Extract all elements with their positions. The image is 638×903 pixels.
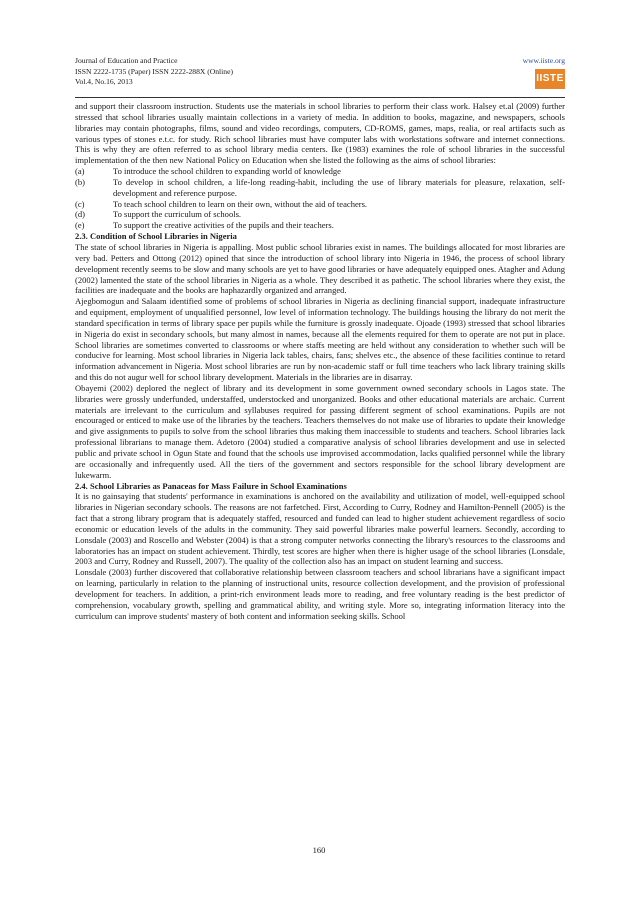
list-item: [75, 199, 565, 210]
list-item-text: To develop in school children, a life-long reading-habit, including the use of library materials for pleasure, relaxation, self-development and reference purpose.: [113, 176, 565, 198]
journal-issn: ISSN 2222-1735 (Paper) ISSN 2222-288X (Online): [75, 66, 233, 76]
paragraph: The state of school libraries in Nigeria is appalling. Most public school libraries exist in names. The buildings allocated for most libraries are very bad. Petters and Ottong (2012) opined that since the introduction of school library into Nigeria in 1946, the process of school library development recently seems to be slow and many schools are yet to have good libraries or have adequately equipped ones. Atagher and Adung (2002) lamented the state of the school libraries in Nigeria as a whole. They described it as pathetic. The school libraries where they exist, the facilities are inadequate and the books are haphazardly organized and arranged.: [75, 241, 565, 296]
iiste-logo: IISTE: [535, 69, 565, 89]
list-item-label: (a): [75, 166, 85, 177]
journal-url-link[interactable]: www.iiste.org: [522, 56, 565, 65]
paragraph: Lonsdale (2003) further discovered that collaborative relationship between classroom teachers and school librarians have a significant impact on learning, particularly in relation to the planning of instructional units, resource collection development, and the provision of professional development for teachers. In addition, a print-rich environment leads more to reading, and free voluntary reading is the best predictor of comprehension, vocabulary growth, spelling and grammatical ability, and writing style. More so, integrating information literacy into the curriculum can improve students' mastery of both content and information seeking skills. School: [75, 567, 565, 621]
journal-header: [75, 56, 565, 88]
article-body: [75, 101, 565, 622]
paragraph: Obayemi (2002) deplored the neglect of library and its development in some government owned secondary schools in Lagos state. The libraries were grossly underfunded, understaffed, understocked and unorganized. Books and other educational materials are archaic. Current materials are irrelevant to the curriculum and syllabuses required for passing different segment of school examinations. Pupils are not encouraged or enticed to make use of the libraries by the teachers. Teachers themselves do not make use of libraries to update their knowledge and give assignments to pupils to solve from the school libraries thus making them inaccessible to students and teachers. School libraries lack professional librarians to manage them. Adetoro (2004) studied a comparative analysis of school libraries development and use in selected public and private school in Ogun State and found that the schools use improvised accommodation, lacks qualified personnel while the library are occasionally and infrequently used. All the tiers of the government and sectors responsible for the school library development are lukewarm.: [75, 382, 565, 480]
section-heading: 2.4. School Libraries as Panaceas for Mass Failure in School Examinations: [75, 480, 347, 491]
paragraph: It is no gainsaying that students' performance in examinations is anchored on the availability and utilization of model, well-equipped school libraries in Nigerian secondary schools. The reasons are not farfetched. First, According to Curry, Rodney and Hamilton-Pennell (2005) is the fact that a strong library program that is adequately staffed, resourced and funded can lead to higher student achievement regardless of socio economic or education levels of the adults in the community. They said powerful libraries make powerful learners. Secondly, according to Lonsdale (2003) and Roscello and Webster (2004) is that a strong computer networks connecting the library's resources to the classrooms and laboratories has an impact on student achievement. Thirdly, test scores are higher when there is higher usage of the school libraries (Lonsdale, 2003 and Curry, Rodney and Russell, 2007). The quality of the collection also has an impact on student learning and success.: [75, 491, 565, 567]
list-item-text: To support the creative activities of the pupils and their teachers.: [113, 220, 334, 231]
journal-volume: Vol.4, No.16, 2013: [75, 77, 133, 86]
page-number: 160: [312, 845, 326, 855]
paragraph: and support their classroom instruction. Students use the materials in school libraries to perform their class work. Halsey et.al (2009) further stressed that school libraries usually maintain collections in a variety of media. In addition to books, magazine, and newspapers, schools libraries may contain photographs, films, sound and video recordings, computers, CD-ROMS, games, maps, realia, or real artifacts such as various types of stones e.t.c. for study. Rich school libraries must have computer labs with workstations software and internet connections. This is why they are often referred to as school library media centers. Ike (1983) examines the role of school libraries in the successful implementation of the then new National Policy on Education when she listed the following as the aims of school libraries:: [75, 101, 565, 166]
list-item-label: (c): [75, 198, 85, 209]
section-heading: 2.3. Condition of School Libraries in Nigeria: [75, 231, 237, 242]
list-item: [75, 166, 565, 177]
list-item-label: (b): [75, 176, 85, 187]
paragraph: Ajegbomogun and Salaam identified some of problems of school libraries in Nigeria as declining financial support, inadequate infrastructure and equipment, employment of unqualified personnel, low level of information technology. The buildings housing the library do not merit the standard specification in terms of library space per pupils while the furniture is grossly inadequate. Ojoade (1993) stressed that school libraries in Nigeria do exist in secondary schools, but many almost in names, because all the elements required for them to operate are not put in place. School libraries are sometimes converted to classrooms or where staffs meeting are held without any consideration to whether such will be conducive for learning. Most school libraries in Nigeria lack tables, chairs, fans; shelves etc., the absence of these facilities continue to retard information advancement in Nigeria. Most school libraries are run by non-academic staff or full time teachers who lack library training skills and this do not augur well for school library development. Materials in the libraries are in disarray.: [75, 296, 565, 383]
list-item-text: To teach school children to learn on their own, without the aid of teachers.: [113, 198, 368, 209]
list-item: [75, 220, 565, 231]
journal-title: Journal of Education and Practice: [75, 56, 178, 65]
list-item-label: (d): [75, 209, 85, 220]
header-divider: [75, 97, 565, 98]
list-item-text: To support the curriculum of schools.: [113, 209, 242, 220]
list-item: [75, 177, 565, 199]
list-item-label: (e): [75, 220, 85, 231]
list-item-text: To introduce the school children to expanding world of knowledge: [113, 166, 341, 177]
list-item: [75, 209, 565, 220]
